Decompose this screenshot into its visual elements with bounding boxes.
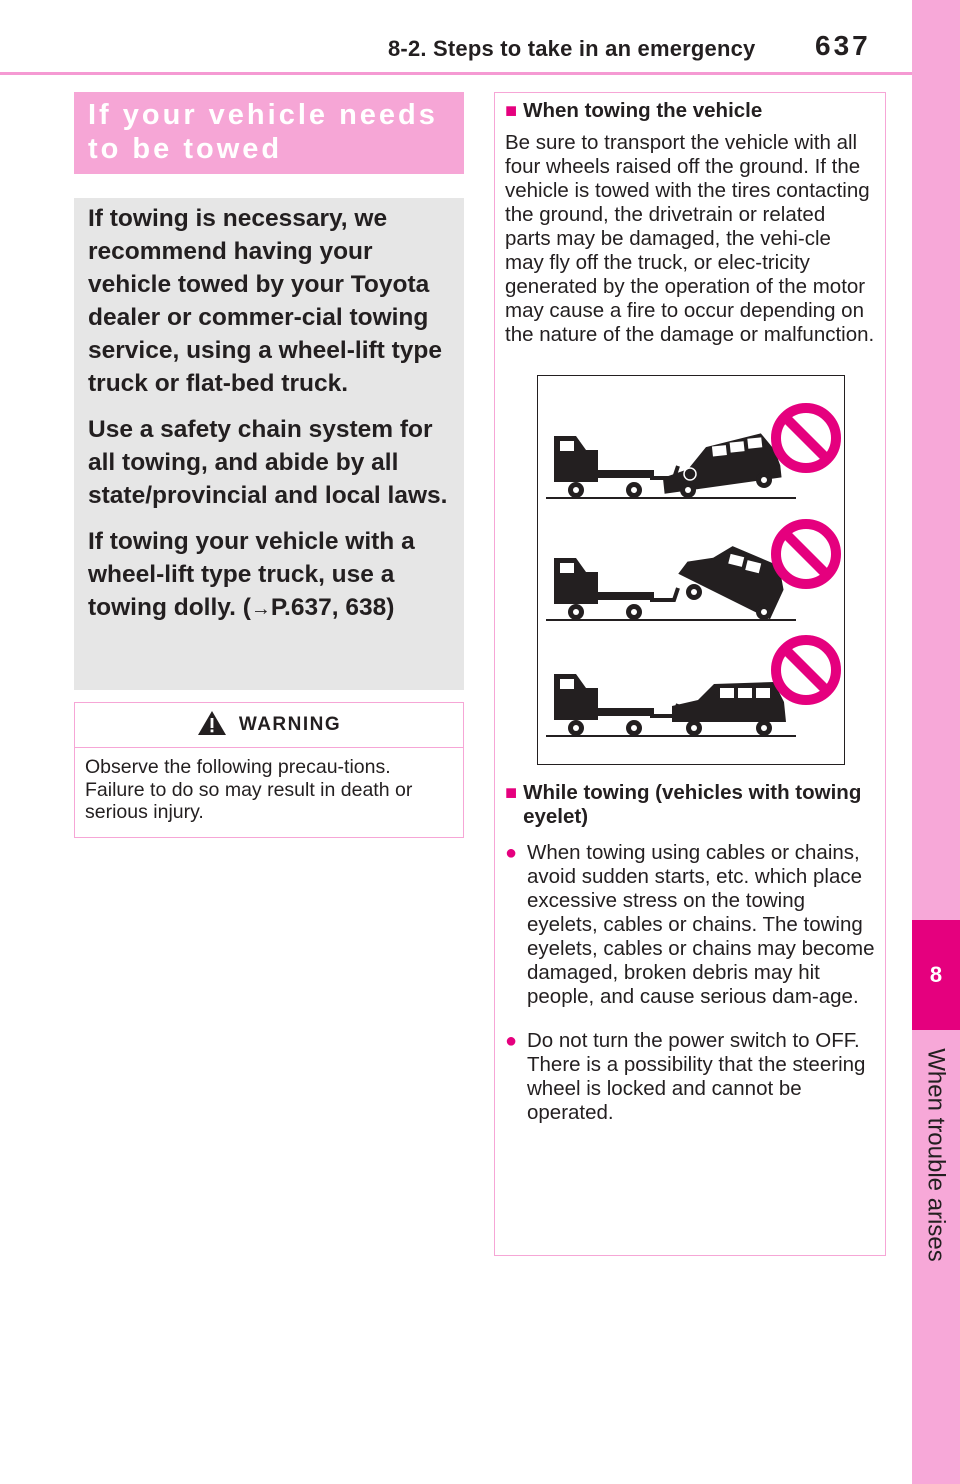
towing-paragraph: Be sure to transport the vehicle with all four wheels raised off the ground. If the vehicle is towed with the tires contacting the ground, the drivetrain or related parts may be damaged, the vehi-cle may fly off the truck, or elec-tricity generated by the operation of the motor may cause a fire to occur depending on the nature of the damage or malfunction.	[505, 131, 875, 346]
arrow-right-icon: →	[250, 598, 271, 620]
prohibited-icon	[776, 524, 836, 584]
intro-paragraph: If towing is necessary, we recommend having your vehicle towed by your Toyota dealer or commer-cial towing service, using a wheel-lift type truck or flat-bed truck.	[88, 205, 443, 397]
intro-paragraph: Use a safety chain system for all towing, and abide by all state/provincial and local laws.	[88, 416, 448, 509]
warning-header	[75, 703, 463, 748]
list-item	[505, 1029, 875, 1125]
page-header-title: 8-2. Steps to take in an emergency	[388, 36, 756, 61]
list-item-text: When towing using cables or chains, avoid sudden starts, etc. which place excessive stress on the towing eyelets, cables or chains. The towing eyelets, cables or chains may become damaged, broken debris may hit people, and cause serious dam-age.	[527, 841, 875, 1008]
square-bullet-icon: ■	[505, 782, 518, 804]
section-title-line1: If your vehicle needs	[88, 99, 438, 131]
subheading-when-towing	[505, 99, 875, 123]
warning-text: Observe the following precau-tions. Failure to do so may result in death or serious injury.	[85, 756, 413, 823]
subheading-label: While towing (vehicles with towing eyelet)	[523, 781, 862, 828]
header-divider	[0, 72, 912, 75]
round-bullet-icon: ●	[505, 1030, 518, 1052]
towing-row-3	[546, 640, 836, 736]
page-reference-link[interactable]: P.637, 638)	[270, 594, 395, 621]
subheading-label: When towing the vehicle	[523, 99, 763, 122]
chapter-title-tab[interactable]	[912, 1040, 960, 1270]
round-bullet-icon: ●	[505, 842, 518, 864]
towing-row-2	[546, 524, 836, 621]
prohibited-icon	[776, 640, 836, 700]
warning-title: WARNING	[238, 714, 342, 735]
chapter-title-label: When trouble arises	[923, 1048, 950, 1262]
intro-box	[74, 198, 464, 690]
section-title-line2: to be towed	[88, 133, 283, 165]
warning-box	[74, 702, 464, 838]
towing-notes-box	[494, 92, 886, 1256]
tow-truck-illustration	[537, 375, 845, 765]
intro-reference-paragraph	[88, 525, 450, 626]
prohibited-icon	[776, 408, 836, 468]
list-item-text: Do not turn the power switch to OFF. There is a possibility that the steering wheel is locked and cannot be operated.	[527, 1029, 866, 1124]
square-bullet-icon: ■	[505, 100, 518, 122]
warning-triangle-icon	[197, 710, 227, 741]
intro-reference-text: If towing your vehicle with a wheel-lift type truck, use a towing dolly. (	[88, 528, 415, 621]
subheading-while-towing	[505, 781, 875, 829]
page-number: 637	[815, 30, 871, 61]
section-title	[74, 92, 464, 174]
list-item	[505, 841, 875, 1009]
chapter-number-tab[interactable]: 8	[912, 920, 960, 1030]
towing-row-1	[546, 408, 836, 498]
